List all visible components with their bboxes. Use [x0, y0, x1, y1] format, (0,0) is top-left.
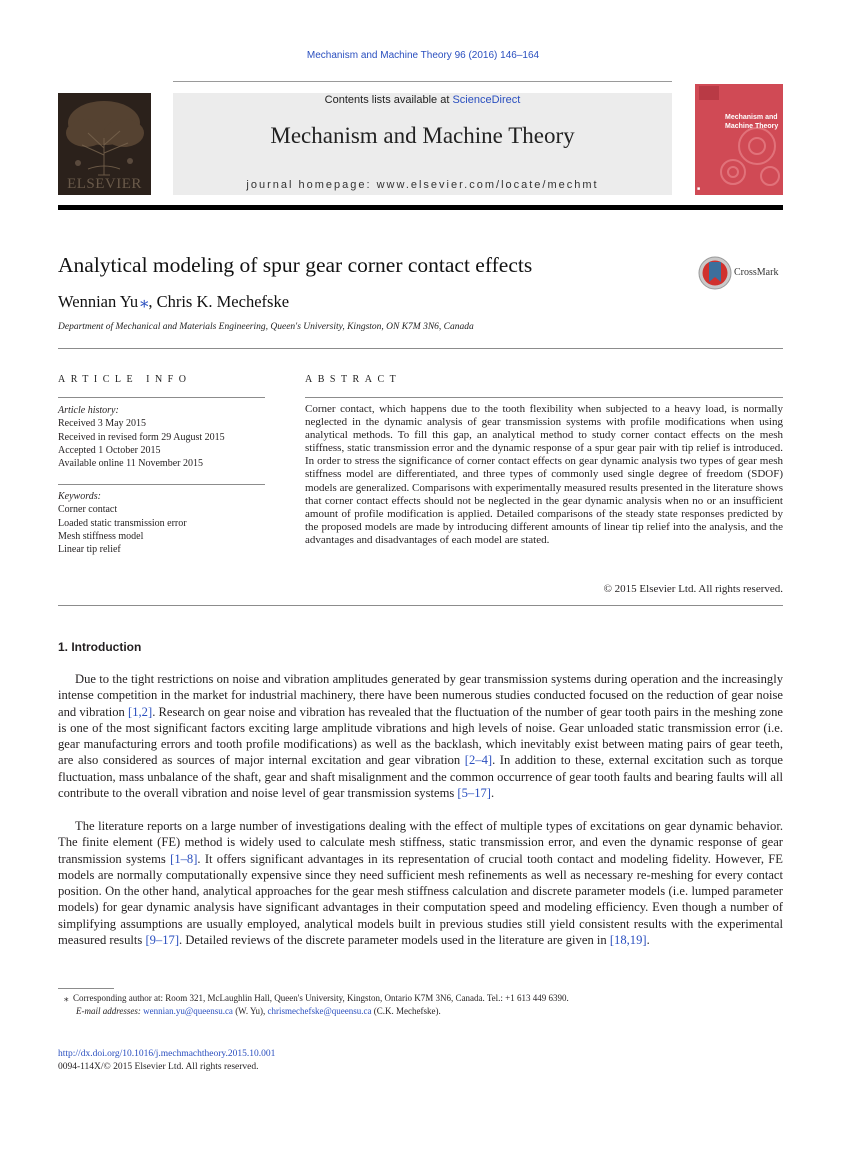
- citation-link[interactable]: [1–8]: [170, 851, 198, 866]
- contents-line: [173, 94, 672, 106]
- footnote-corresponding: [58, 992, 783, 1005]
- abstract-copyright: © 2015 Elsevier Ltd. All rights reserved.: [603, 583, 783, 595]
- publisher-logo-text: ELSEVIER: [67, 176, 142, 192]
- keyword-item: Mesh stiffness model: [58, 530, 144, 542]
- author-name: Chris K. Mechefske: [156, 292, 290, 311]
- journal-cover-thumbnail[interactable]: [695, 84, 783, 195]
- cover-publisher-mark: ■: [697, 186, 701, 192]
- keywords: [58, 490, 265, 556]
- paragraph-text: . It offers significant advantages in its representation of crucial tooth contact and modeling fidelity. However, FE models are normally computationally expensive since they need sufficient mesh refinements as well as necessary re-meshing for every contact position. On the other hand, analytical approaches for the gear mesh stiffness calculation and discrete parameter models (i.e. lumped parameter models) for gear dynamic analysis have significant advantages in their computation speed and modeling efficiency. Even though a number of simplifying assumptions are usually employed, analytical models built in previous studies still yield consistent results with the experimental measured results: [58, 851, 783, 948]
- crossmark-label[interactable]: CrossMark: [734, 267, 779, 278]
- keywords-rule: [58, 484, 265, 485]
- doi-block: [58, 1048, 275, 1075]
- paragraph-text: The literature reports on a large number of investigations dealing with the effect of multiple types of excitations on gear dynamic behavior. The finite element (FE) method is widely used to calculate mesh stiffness, static transmission error, and even the dynamic response of gear transmission systems: [58, 819, 783, 866]
- footnote-corresponding-text: Corresponding author at: Room 321, McLaughlin Hall, Queen's University, Kingston, Ontario K7M 3N6, Canada. Tel.: +1 613 449 6390.: [73, 993, 569, 1003]
- article-info-heading: ARTICLE INFO: [58, 374, 192, 385]
- intro-paragraph: [58, 671, 783, 801]
- history-item: Accepted 1 October 2015: [58, 444, 161, 456]
- elsevier-logo[interactable]: [58, 93, 151, 195]
- paragraph-text: .: [646, 933, 650, 948]
- citation-link[interactable]: [5–17]: [457, 786, 491, 801]
- keyword-item: Loaded static transmission error: [58, 517, 187, 529]
- email-label: E-mail addresses:: [76, 1006, 141, 1017]
- author-separator: ,: [148, 292, 157, 311]
- header-rule: [173, 81, 672, 82]
- issn-line: 0094-114X/© 2015 Elsevier Ltd. All rights reserved.: [58, 1062, 259, 1073]
- sciencedirect-link[interactable]: ScienceDirect: [452, 94, 521, 106]
- paragraph-text: .: [491, 786, 495, 801]
- keywords-label: Keywords:: [58, 491, 101, 502]
- corresponding-author-mark[interactable]: ⁎: [140, 292, 149, 311]
- history-label: Article history:: [58, 405, 119, 416]
- footnote-rule: [58, 988, 114, 989]
- contents-prefix: Contents lists available at: [324, 94, 453, 106]
- citation-link[interactable]: [18,19]: [609, 933, 647, 948]
- paragraph-text: Due to the tight restrictions on noise and vibration amplitudes generated by gear transmission systems during operation and the increasingly intense competition in the market for industrial machinery, there have been numerous studies conducted focused on the reduction of gear noise and vibration: [58, 672, 783, 719]
- citation-link[interactable]: [2–4]: [464, 753, 493, 768]
- paragraph-text: . In addition to these, external excitation such as torque fluctuation, mass unbalance of the shaft, gear and shaft misalignment and the common occurrence of gear tooth faults and bearing faults will all contribute to the overall vibration and noise level of gear transmission systems: [58, 753, 784, 801]
- section-heading-introduction: 1. Introduction: [58, 640, 142, 654]
- footnote: [58, 992, 783, 1019]
- email-link[interactable]: chrismechefske@queensu.ca: [267, 1006, 372, 1017]
- journal-homepage: [173, 179, 672, 191]
- author-list: [58, 292, 289, 312]
- affiliation: Department of Mechanical and Materials Engineering, Queen's University, Kingston, ON K7M 3N6, Canada: [58, 322, 474, 332]
- keyword-item: Corner contact: [58, 504, 118, 516]
- email-owner: (W. Yu),: [232, 1006, 268, 1017]
- author-name: Wennian Yu: [58, 292, 139, 311]
- article-history: [58, 404, 265, 470]
- history-item: Available online 11 November 2015: [58, 458, 203, 470]
- info-rule: [58, 397, 265, 398]
- journal-citation-link[interactable]: Mechanism and Machine Theory 96 (2016) 146–164: [306, 50, 540, 61]
- history-item: Received in revised form 29 August 2015: [58, 431, 225, 443]
- history-item: Received 3 May 2015: [58, 418, 147, 430]
- paragraph-text: . Research on gear noise and vibration has revealed that the fluctuation of the number of gear tooth pairs in the meshing zone is one of the most significant factors exciting large amplitude vibrations and high levels of noise. Gear unloaded static transmission error (i.e. gear manufacturing errors and tooth profile modifications) as well as the backlash, which inevitably exist between mating pairs of gear teeth, are also considered as sources of major internal excitation and gear vibration: [58, 704, 783, 768]
- email-link[interactable]: wennian.yu@queensu.ca: [143, 1006, 233, 1017]
- journal-homepage-link[interactable]: www.elsevier.com/locate/mechmt: [376, 179, 599, 191]
- doi-link[interactable]: http://dx.doi.org/10.1016/j.mechmachtheory.2015.10.001: [58, 1049, 276, 1059]
- journal-homepage-prefix: journal homepage:: [246, 179, 377, 191]
- abstract-heading: ABSTRACT: [305, 374, 402, 385]
- citation-link[interactable]: [9–17]: [145, 933, 180, 948]
- email-owner: (C.K. Mechefske).: [371, 1006, 441, 1017]
- citation-link[interactable]: [1,2]: [128, 704, 153, 719]
- intro-paragraph: [58, 818, 783, 948]
- abstract-divider: [58, 605, 783, 606]
- crossmark-icon[interactable]: [698, 256, 732, 290]
- footnote-emails: [58, 1005, 783, 1018]
- article-title: Analytical modeling of spur gear corner contact effects: [58, 253, 533, 277]
- paragraph-text: . Detailed reviews of the discrete parameter models used in the literature are given in: [179, 933, 610, 948]
- footnote-mark: ⁎: [64, 993, 69, 1003]
- header-thick-rule: [58, 205, 783, 210]
- keyword-item: Linear tip relief: [58, 544, 121, 556]
- gear-cover-icon: [695, 84, 783, 195]
- journal-title: Mechanism and Machine Theory: [270, 123, 575, 148]
- cover-title: Mechanism and Machine Theory: [725, 114, 779, 130]
- abstract-text: Corner contact, which happens due to the tooth flexibility when subjected to a heavy load, is normally neglected in the dynamic analysis of gear transmission systems with profile modifications when using analytical methods. To fill this gap, an analytical method to study corner contact effects on the mesh stiffness, static transmission error and the dynamic response of a spur gear pair with tip relief is introduced. In order to stress the significance of corner contact effects on gear dynamic analysis two types of gear mesh stiffness model are differentiated, and three types of commonly used single degree of freedom (SDOF) models are generalized. Comparisons with experimentally measured results presented in the literature shows that corner contact effects should not be neglected in the gear dynamic analysis when no or an insufficient amount of profile modification is applied. Detailed comparisons of the steady state responses predicted by the proposed models are made by introducing different amounts of linear tip relief into the analysis, and the advantages and disadvantages of each model are stated.: [305, 403, 783, 546]
- journal-masthead: [173, 93, 672, 195]
- abstract-rule: [305, 397, 783, 398]
- title-divider: [58, 348, 783, 349]
